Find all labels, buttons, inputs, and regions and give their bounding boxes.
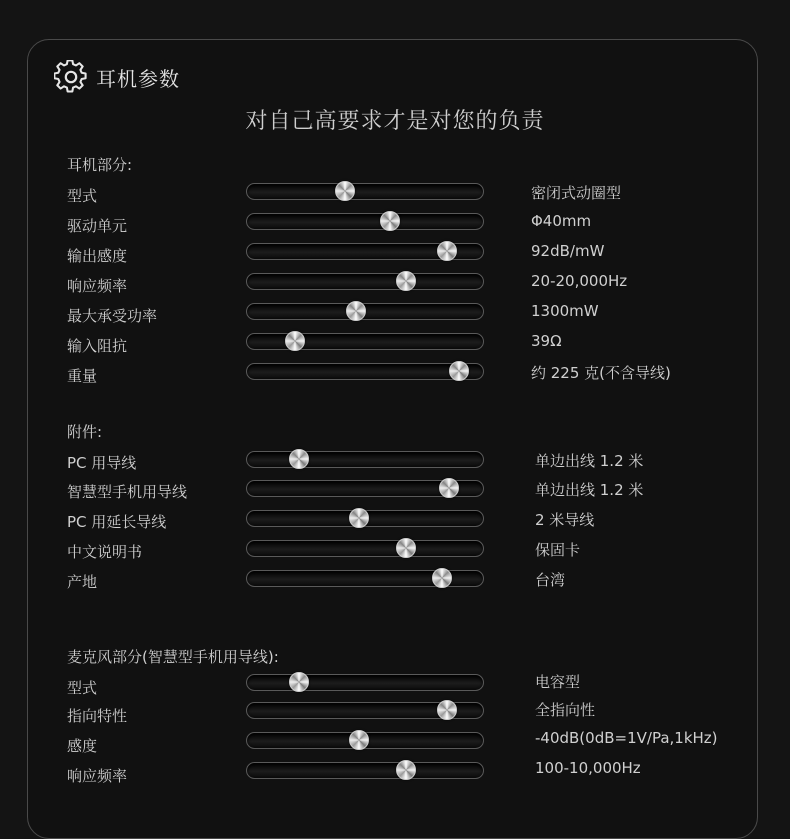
spec-value: 电容型 — [535, 673, 581, 691]
spec-row — [0, 510, 790, 540]
slider-knob[interactable] — [396, 760, 416, 780]
slider-knob[interactable] — [439, 478, 459, 498]
slider-track[interactable] — [246, 762, 484, 779]
spec-row — [0, 540, 790, 570]
spec-value: 约 225 克(不含导线) — [531, 364, 671, 382]
spec-value: 92dB/mW — [531, 242, 605, 260]
spec-row — [0, 273, 790, 303]
spec-label: 感度 — [67, 737, 98, 755]
spec-value: 保固卡 — [535, 541, 581, 559]
spec-label: 响应频率 — [67, 767, 128, 785]
spec-label: 中文说明书 — [67, 543, 143, 561]
section-title: 附件: — [67, 423, 103, 441]
slider-knob[interactable] — [346, 301, 366, 321]
slider-knob[interactable] — [432, 568, 452, 588]
spec-label: 驱动单元 — [67, 217, 128, 235]
slider-track[interactable] — [246, 480, 484, 497]
section-title: 耳机部分: — [67, 156, 133, 174]
spec-value: 1300mW — [531, 302, 599, 320]
spec-label: 型式 — [67, 679, 98, 697]
slider-track[interactable] — [246, 363, 484, 380]
spec-row — [0, 243, 790, 273]
slider-track[interactable] — [246, 243, 484, 260]
slider-knob[interactable] — [335, 181, 355, 201]
spec-row — [0, 729, 790, 762]
slider-track[interactable] — [246, 732, 484, 749]
panel-header — [54, 60, 180, 94]
spec-row — [0, 183, 790, 213]
slider-knob[interactable] — [396, 538, 416, 558]
gear-icon — [54, 60, 88, 94]
slider-track[interactable] — [246, 183, 484, 200]
slider-track[interactable] — [246, 540, 484, 557]
slider-knob[interactable] — [285, 331, 305, 351]
slider-track[interactable] — [246, 303, 484, 320]
spec-label: 型式 — [67, 187, 98, 205]
spec-value: 单边出线 1.2 米 — [535, 481, 644, 499]
spec-label: PC 用导线 — [67, 454, 137, 472]
spec-row — [0, 702, 790, 732]
spec-row — [0, 570, 790, 600]
spec-label: 指向特性 — [67, 707, 128, 725]
spec-value: 39Ω — [531, 332, 562, 350]
slider-knob[interactable] — [449, 361, 469, 381]
spec-value: 台湾 — [535, 571, 566, 589]
spec-value: -40dB(0dB=1V/Pa,1kHz) — [535, 729, 718, 747]
spec-value: 2 米导线 — [535, 511, 595, 529]
spec-row — [0, 213, 790, 243]
spec-value: 20-20,000Hz — [531, 272, 628, 290]
slogan: 对自己高要求才是对您的负责 — [245, 109, 545, 134]
slider-track[interactable] — [246, 451, 484, 468]
section-title: 麦克风部分(智慧型手机用导线): — [67, 648, 279, 666]
spec-value: 单边出线 1.2 米 — [535, 452, 644, 470]
slider-track[interactable] — [246, 333, 484, 350]
spec-label: 智慧型手机用导线 — [67, 483, 188, 501]
slider-knob[interactable] — [380, 211, 400, 231]
spec-row — [0, 363, 790, 393]
panel-title: 耳机参数 — [96, 66, 180, 91]
spec-row — [0, 303, 790, 333]
slider-track[interactable] — [246, 510, 484, 527]
slider-knob[interactable] — [349, 508, 369, 528]
slider-knob[interactable] — [437, 700, 457, 720]
slider-track[interactable] — [246, 273, 484, 290]
slider-track[interactable] — [246, 570, 484, 587]
spec-label: PC 用延长导线 — [67, 513, 167, 531]
slider-track[interactable] — [246, 674, 484, 691]
spec-row — [0, 759, 790, 792]
spec-label: 产地 — [67, 573, 98, 591]
slider-knob[interactable] — [289, 672, 309, 692]
slider-knob[interactable] — [349, 730, 369, 750]
slider-track[interactable] — [246, 213, 484, 230]
spec-value: 全指向性 — [535, 701, 596, 719]
spec-value: 密闭式动圈型 — [531, 184, 622, 202]
spec-value: 100-10,000Hz — [535, 759, 641, 777]
spec-row — [0, 333, 790, 363]
spec-label: 输入阻抗 — [67, 337, 128, 355]
slider-track[interactable] — [246, 702, 484, 719]
spec-row — [0, 480, 790, 510]
spec-row — [0, 451, 790, 481]
spec-label: 输出感度 — [67, 247, 128, 265]
spec-row — [0, 674, 790, 704]
spec-value: Φ40mm — [531, 212, 592, 230]
spec-label: 响应频率 — [67, 277, 128, 295]
slider-knob[interactable] — [437, 241, 457, 261]
slider-knob[interactable] — [396, 271, 416, 291]
spec-label: 重量 — [67, 367, 98, 385]
slider-knob[interactable] — [289, 449, 309, 469]
spec-label: 最大承受功率 — [67, 307, 158, 325]
